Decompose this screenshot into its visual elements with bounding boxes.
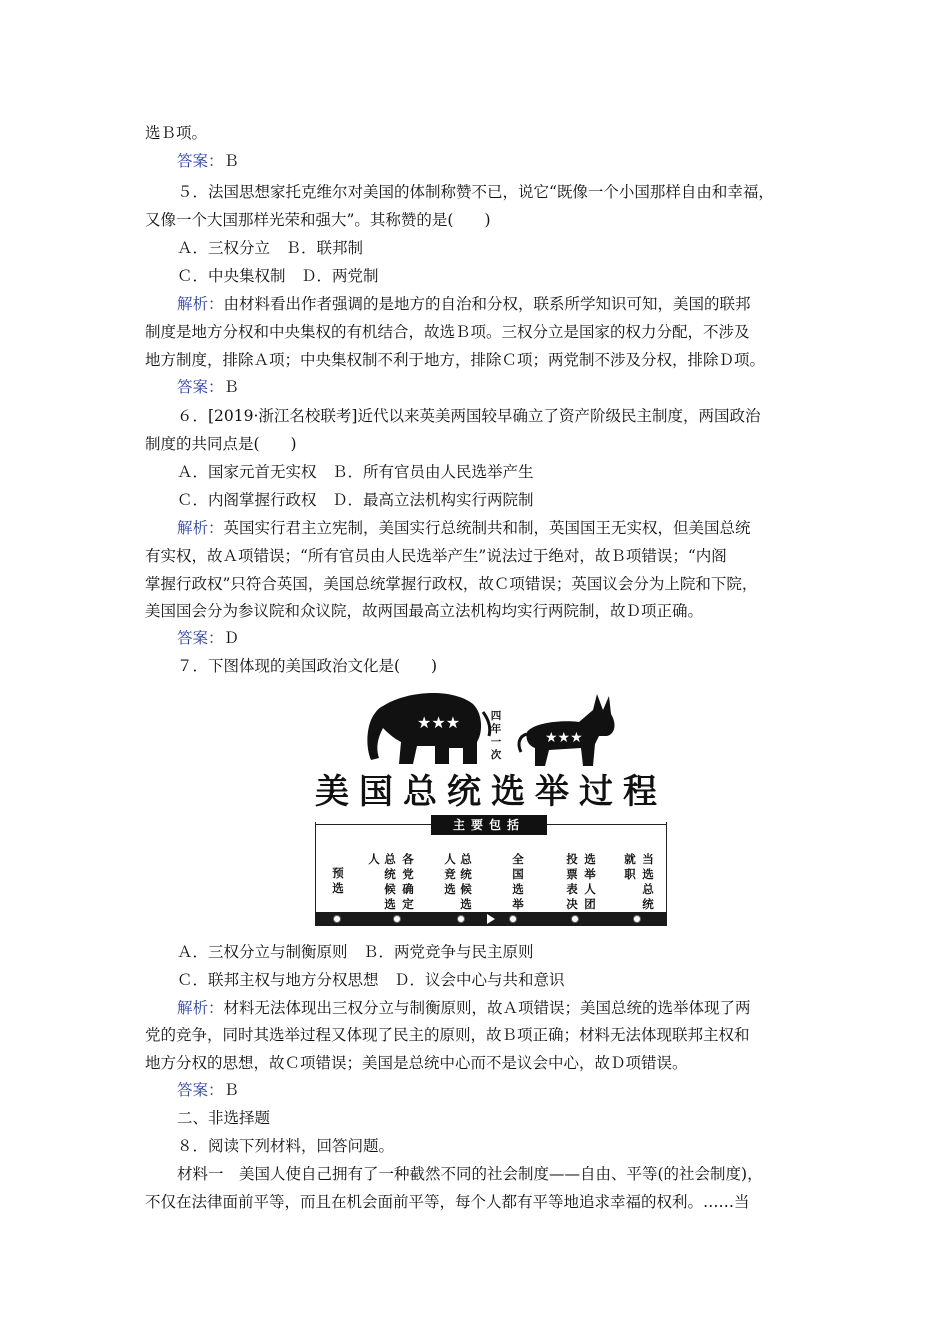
frame-edge: [547, 824, 667, 825]
analysis-label: 解析：: [177, 519, 224, 537]
section-heading: 二、非选择题: [177, 1109, 271, 1127]
donkey-stars: ★★★: [545, 730, 583, 746]
answer-value: Ｄ: [223, 629, 240, 647]
step-col: 人 竞 选: [444, 852, 456, 896]
answer-line: [177, 151, 239, 171]
analysis-line: [177, 294, 751, 314]
step-primary: 预 选: [332, 866, 344, 895]
process-steps: [325, 852, 665, 918]
step-col: 总 统 候 选: [460, 852, 472, 911]
step-col: 当 选 总 统: [642, 852, 654, 911]
text-line: 制度的共同点是( ): [145, 435, 297, 453]
step-col: 总 统 候 选: [384, 852, 396, 911]
option-line: Ａ．三权分立 Ｂ．联邦制: [177, 239, 364, 257]
answer-label: 答案：: [177, 629, 224, 647]
step-col: 投 票 表 决: [566, 852, 578, 911]
analysis-line: [177, 518, 751, 538]
text-line: 制度是地方分权和中央集权的有机结合，故选Ｂ项。三权分立是国家的权力分配，不涉及: [145, 323, 750, 341]
analysis-label: 解析：: [177, 999, 224, 1017]
timeline-dot: [633, 915, 641, 923]
answer-line: [177, 628, 239, 648]
election-figure: [313, 680, 669, 930]
four-year-label: 四 年 一 次: [490, 710, 502, 761]
answer-line: [177, 1080, 239, 1100]
answer-value: Ｂ: [223, 152, 240, 170]
step-col: 选 举 人 团: [584, 852, 596, 911]
timeline-arrow-icon: [487, 914, 495, 924]
timeline-dot: [571, 915, 579, 923]
answer-value: Ｂ: [223, 378, 240, 396]
answer-label: 答案：: [177, 378, 224, 396]
timeline-dot: [509, 915, 517, 923]
step-col: 全 国 选 举: [512, 852, 524, 911]
elephant-stars: ★★★: [417, 713, 461, 732]
answer-label: 答案：: [177, 152, 224, 170]
material-line: 材料一 美国人使自己拥有了一种截然不同的社会制度——自由、平等(的社会制度)，: [177, 1165, 763, 1183]
text-line: 党的竞争，同时其选举过程又体现了民主的原则，故Ｂ项正确；材料无法体现联邦主权和: [145, 1026, 750, 1044]
question-5: ５．法国思想家托克维尔对美国的体制称赞不已，说它“既像一个小国那样自由和幸福，: [177, 183, 774, 201]
step-col: 各 党 确 定: [402, 852, 414, 911]
frame-edge: [315, 824, 431, 825]
timeline-rail: [315, 912, 667, 926]
text-line: 地方制度，排除Ａ项；中央集权制不利于地方，排除Ｃ项；两党制不涉及分权，排除Ｄ项。: [145, 351, 766, 369]
text-line: 掌握行政权”只符合英国，美国总统掌握行政权，故Ｃ项错误；英国议会分为上院和下院，: [145, 575, 758, 593]
step-col: 人: [368, 852, 380, 866]
text-line: 地方分权的思想，故Ｃ项错误；美国是总统中心而不是议会中心，故Ｄ项错误。: [145, 1054, 688, 1072]
text-line: 有实权，故Ａ项错误；“所有官员由人民选举产生”说法过于绝对，故Ｂ项错误；“内阁: [145, 547, 727, 565]
option-line: Ａ．国家元首无实权 Ｂ．所有官员由人民选举产生: [177, 463, 534, 481]
timeline-dot: [457, 915, 465, 923]
answer-line: [177, 377, 239, 397]
analysis-text: 英国实行君主立宪制，美国实行总统制共和制，英国国王无实权，但美国总统: [223, 519, 751, 537]
analysis-line: [177, 998, 751, 1018]
analysis-label: 解析：: [177, 295, 224, 313]
figure-title: 美国总统选举过程: [315, 772, 667, 812]
analysis-text: 由材料看出作者强调的是地方的自治和分权，联系所学知识可知，美国的联邦: [223, 295, 751, 313]
text-line: 又像一个大国那样光荣和强大”。其称赞的是( ): [145, 211, 491, 229]
question-6: ６．[2019·浙江名校联考]近代以来英美两国较早确立了资产阶级民主制度，两国政治: [177, 407, 761, 425]
answer-label: 答案：: [177, 1081, 224, 1099]
timeline-dot: [393, 915, 401, 923]
question-7: ７．下图体现的美国政治文化是( ): [177, 657, 438, 675]
timeline-dot: [333, 915, 341, 923]
option-line: Ｃ．内阁掌握行政权 Ｄ．最高立法机构实行两院制: [177, 491, 534, 509]
text-line: 不仅在法律面前平等，而且在机会面前平等，每个人都有平等地追求幸福的权利。……当: [145, 1193, 750, 1211]
option-line: Ｃ．中央集权制 Ｄ．两党制: [177, 267, 379, 285]
step-col: 就 职: [624, 852, 636, 881]
question-8: ８．阅读下列材料，回答问题。: [177, 1137, 395, 1155]
figure-badge: 主要包括: [431, 815, 547, 835]
text-line: 美国国会分为参议院和众议院，故两国最高立法机构均实行两院制，故Ｄ项正确。: [145, 602, 704, 620]
text-line: 选Ｂ项。: [145, 124, 208, 142]
analysis-text: 材料无法体现出三权分立与制衡原则，故Ａ项错误；美国总统的选举体现了两: [223, 999, 751, 1017]
option-line: Ｃ．联邦主权与地方分权思想 Ｄ．议会中心与共和意识: [177, 971, 565, 989]
option-line: Ａ．三权分立与制衡原则 Ｂ．两党竞争与民主原则: [177, 943, 534, 961]
answer-value: Ｂ: [223, 1081, 240, 1099]
